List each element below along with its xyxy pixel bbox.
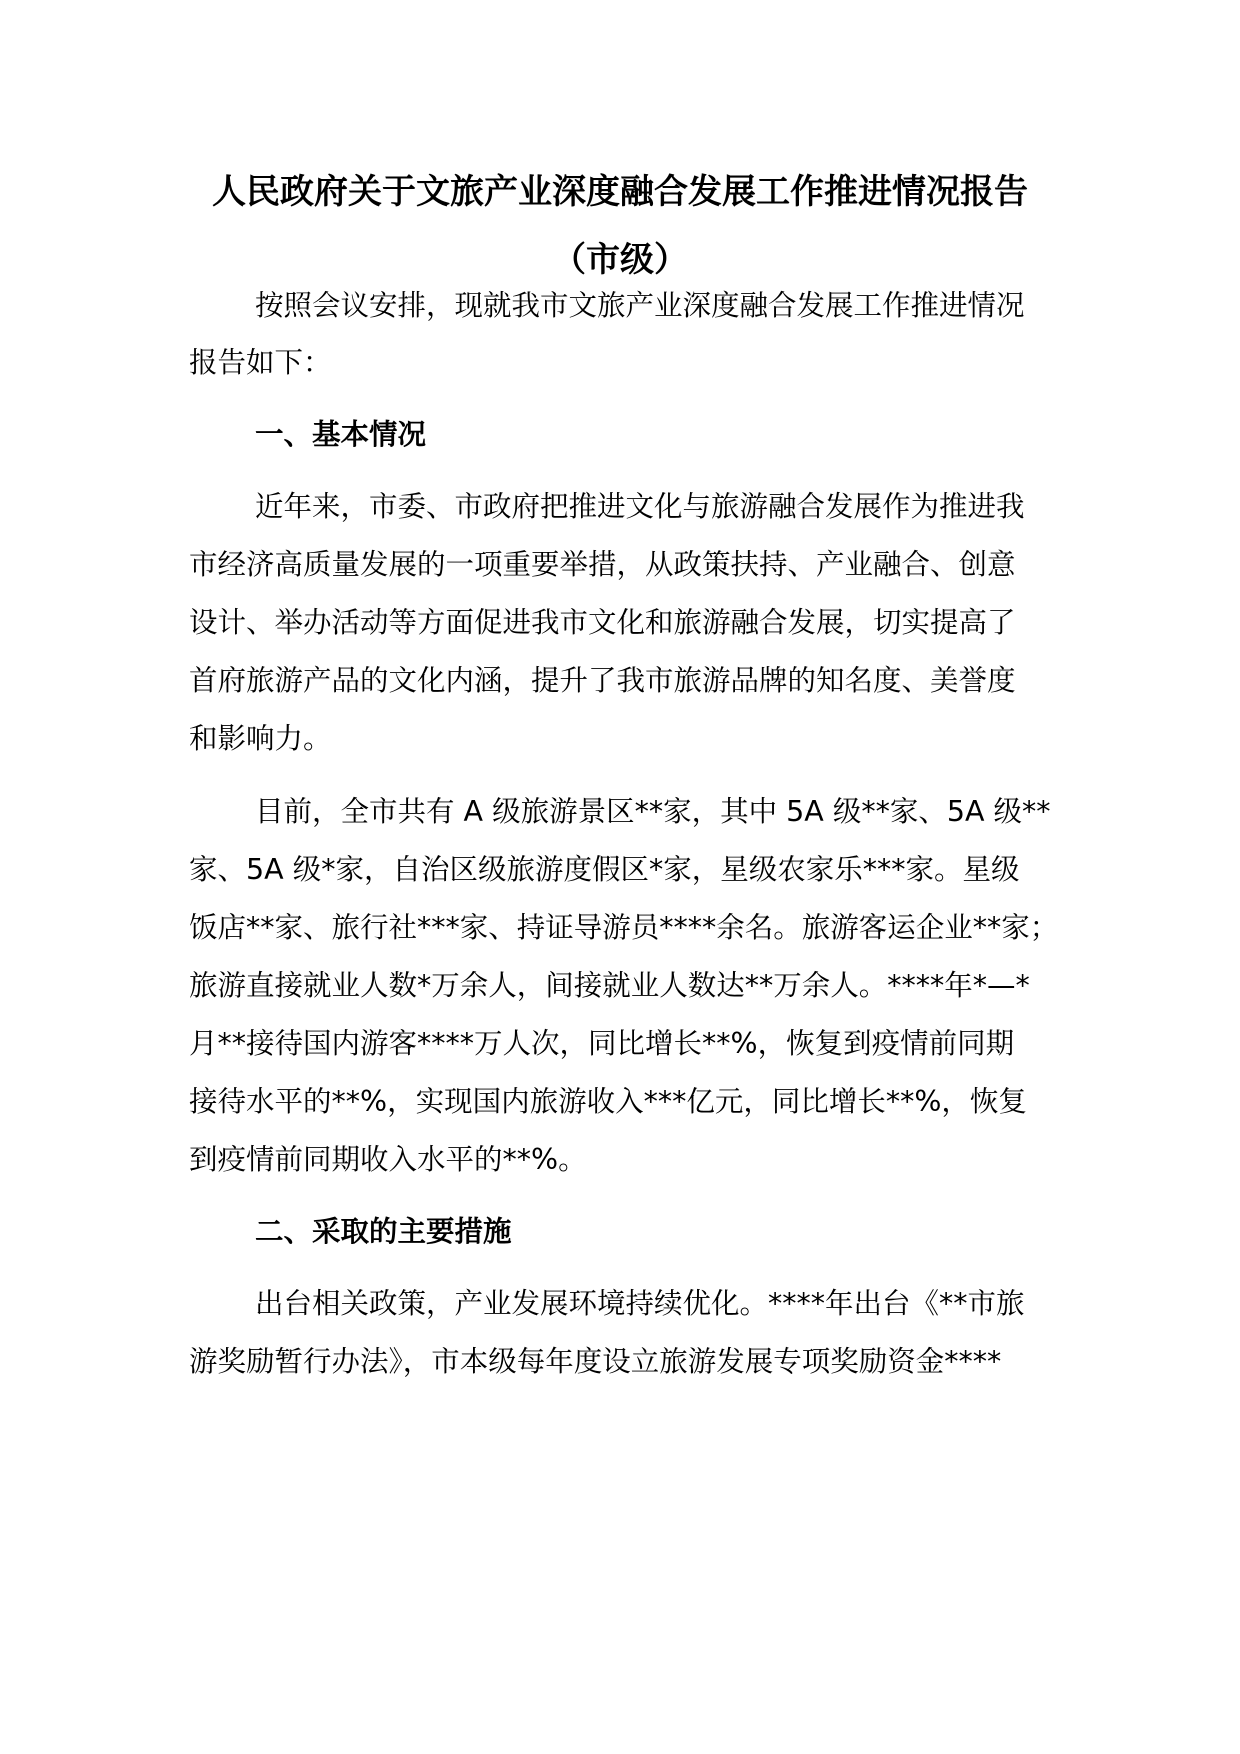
paragraph-line: 近年来，市委、市政府把推进文化与旅游融合发展作为推进我 bbox=[255, 490, 1025, 523]
paragraph-line: 和影响力。 bbox=[189, 722, 332, 755]
section-heading: 一、基本情况 bbox=[255, 418, 427, 451]
paragraph-line: 出台相关政策，产业发展环境持续优化。****年出台《**市旅 bbox=[255, 1287, 1025, 1320]
intro-line: 按照会议安排，现就我市文旅产业深度融合发展工作推进情况 bbox=[255, 289, 1025, 322]
paragraph-line: 饭店**家、旅行社***家、持证导游员****余名。旅游客运企业**家； bbox=[189, 911, 1059, 944]
paragraph-line: 家、5A 级*家，自治区级旅游度假区*家，星级农家乐***家。星级 bbox=[189, 853, 1020, 886]
paragraph-line: 游奖励暂行办法》，市本级每年度设立旅游发展专项奖励资金**** bbox=[189, 1345, 1002, 1378]
section-heading: 二、采取的主要措施 bbox=[255, 1215, 512, 1248]
paragraph-line: 目前，全市共有 A 级旅游景区**家，其中 5A 级**家、5A 级** bbox=[255, 795, 1051, 828]
intro-line: 报告如下： bbox=[189, 346, 332, 379]
paragraph-line: 首府旅游产品的文化内涵，提升了我市旅游品牌的知名度、美誉度 bbox=[189, 664, 1016, 697]
paragraph-line: 月**接待国内游客****万人次，同比增长**%，恢复到疫情前同期 bbox=[189, 1027, 1015, 1060]
document-subtitle: （市级） bbox=[552, 240, 688, 280]
paragraph-line: 到疫情前同期收入水平的**%。 bbox=[189, 1143, 587, 1176]
paragraph-line: 设计、举办活动等方面促进我市文化和旅游融合发展，切实提高了 bbox=[189, 606, 1016, 639]
paragraph-line: 市经济高质量发展的一项重要举措，从政策扶持、产业融合、创意 bbox=[189, 548, 1016, 581]
paragraph-line: 接待水平的**%，实现国内旅游收入***亿元，同比增长**%，恢复 bbox=[189, 1085, 1027, 1118]
paragraph-line: 旅游直接就业人数*万余人，间接就业人数达**万余人。****年*—* bbox=[189, 969, 1030, 1002]
document-title: 人民政府关于文旅产业深度融合发展工作推进情况报告 bbox=[212, 172, 1028, 212]
